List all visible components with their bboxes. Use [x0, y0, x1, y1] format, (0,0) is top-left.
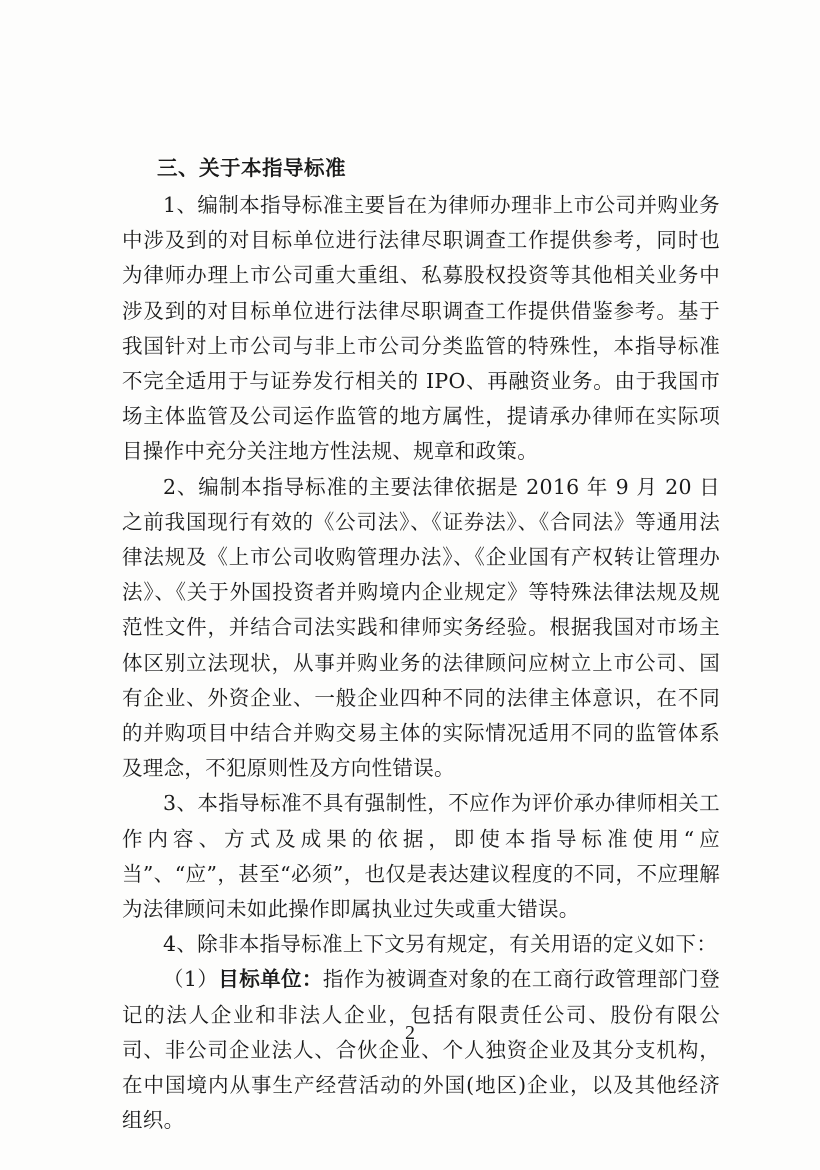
definition-target-unit	[122, 962, 720, 1138]
document-body	[122, 152, 720, 1138]
definition-text: 指作为被调查对象的在工商行政管理部门登记的法人企业和非法人企业，包括有限责任公司、股份有限公司、非公司企业法人、合伙企业、个人独资企业及其分支机构，在中国境内从事生产经营活动的外国(地区)企业，以及其他经济组织。	[122, 967, 720, 1133]
paragraph-4: 4、除非本指导标准上下文另有规定，有关用语的定义如下：	[163, 932, 718, 957]
paragraph-2: 2、编制本指导标准的主要法律依据是 2016 年 9 月 20 日之前我国现行有效的《公司法》、《证券法》、《合同法》等通用法律法规及《上市公司收购管理办法》、《企业国有产权转让管理办法》、《关于外国投资者并购境内企业规定》等特殊法律法规及规范性文件，并结合司法实践和律师实务经验。根据我国对市场主体区别立法现状，从事并购业务的法律顾问应树立上市公司、国有企业、外资企业、一般企业四种不同的法律主体意识，在不同的并购项目中结合并购交易主体的实际情况适用不同的监管体系及理念，不犯原则性及方向性错误。	[122, 474, 720, 781]
definition-number: （1）	[163, 967, 219, 992]
section-heading: 三、关于本指导标准	[157, 156, 346, 180]
page-number: 2	[405, 1022, 415, 1044]
definition-term: 目标单位：	[218, 967, 323, 992]
paragraph-1: 1、编制本指导标准主要旨在为律师办理非上市公司并购业务中涉及到的对目标单位进行法律尽职调查工作提供参考，同时也为律师办理上市公司重大重组、私募股权投资等其他相关业务中涉及到的对目标单位进行法律尽职调查工作提供借鉴参考。基于我国针对上市公司与非上市公司分类监管的特殊性，本指导标准不完全适用于与证券发行相关的 IPO、再融资业务。由于我国市场主体监管及公司运作监管的地方属性，提请承办律师在实际项目操作中充分关注地方性法规、规章和政策。	[122, 193, 720, 464]
paragraph-3: 3、本指导标准不具有强制性，不应作为评价承办律师相关工作内容、方式及成果的依据，即使本指导标准使用“应当”、“应”，甚至“必须”，也仅是表达建议程度的不同，不应理解为法律顾问未如此操作即属执业过失或重大错误。	[122, 791, 720, 922]
